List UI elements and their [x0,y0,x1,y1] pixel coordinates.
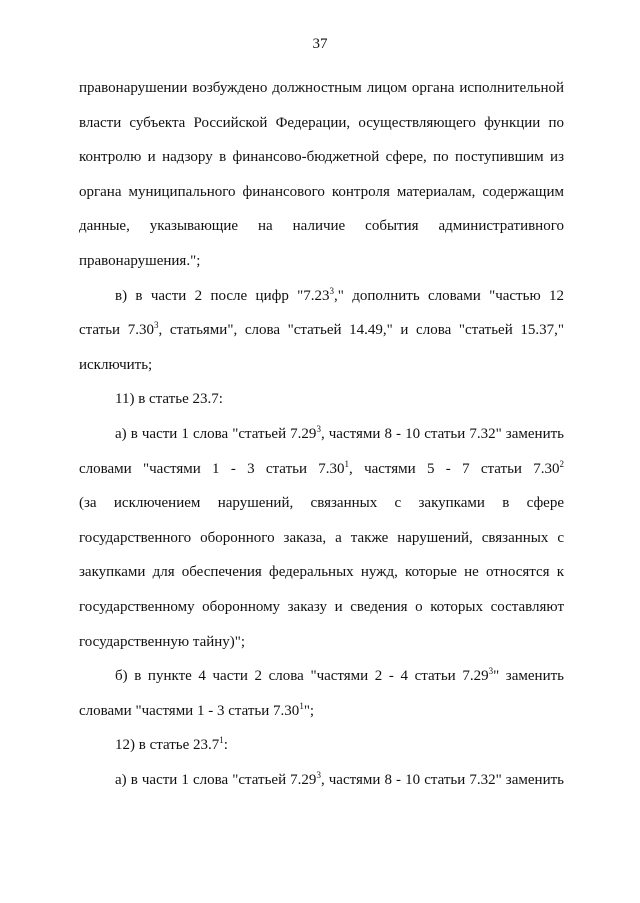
paragraph-start-line [79,763,564,798]
text-fragment: статьи 7.30 [79,322,154,339]
text-fragment: исключить; [79,356,153,373]
text-fragment: "; [303,702,315,719]
text-fragment: правонарушении возбуждено должностным лицом органа исполнительной [79,80,564,96]
superscript-index: 3 [488,666,494,677]
text-line [79,106,564,141]
text-line [79,209,564,244]
text-line [79,590,564,625]
text-fragment: государственному оборонному заказу и сведения о которых составляют [79,598,564,615]
document-body [79,71,564,797]
text-fragment: " заменить [493,668,564,685]
text-fragment: ," дополнить словами "частью 12 [334,287,565,304]
paragraph-start-line [79,417,564,452]
superscript-index: 1 [344,458,350,469]
text-line [79,71,564,106]
text-fragment: , частями 8 - 10 статьи 7.32" заменить [320,425,564,442]
text-fragment: государственного оборонного заказа, а также нарушений, связанных с [79,529,564,546]
paragraph-start-line [79,659,564,694]
text-fragment: , частями 5 - 7 статьи 7.30 [349,460,560,477]
text-fragment: контролю и надзору в финансово-бюджетной сфере, по поступившим из [79,149,564,166]
superscript-index: 1 [299,700,304,711]
superscript-index: 3 [316,423,321,434]
text-fragment: закупками для обеспечения федеральных нужд, которые не относятся к [79,564,564,581]
text-line [79,175,564,210]
text-line [79,486,564,521]
text-fragment: а) в части 1 слова "статьей 7.29 [115,771,317,788]
text-line [79,348,564,383]
text-fragment: 12) в статье 23.7 [115,737,220,754]
text-fragment: органа муниципального финансового контроля материалам, содержащим [79,183,564,200]
superscript-index: 1 [219,735,224,746]
superscript-index: 3 [153,320,159,331]
text-fragment: 11) в статье 23.7: [115,391,223,408]
text-fragment: : [223,737,228,754]
text-fragment: данные, указывающие на наличие события административного [79,218,564,235]
text-line [79,694,564,729]
text-fragment: , статьями", слова "статьей 14.49," и слова "статьей 15.37," [158,322,564,339]
text-line [79,555,564,590]
page-number: 37 [312,36,328,52]
text-line [79,313,564,348]
text-fragment: словами "частями 1 - 3 статьи 7.30 [79,460,345,477]
superscript-index: 2 [559,458,564,469]
superscript-index: 3 [316,769,321,780]
text-line [79,140,564,175]
text-fragment: государственную тайну)"; [79,633,246,650]
text-fragment: словами "частями 1 - 3 статьи 7.30 [79,702,300,719]
text-line [79,625,564,660]
text-fragment: правонарушения."; [79,252,201,269]
paragraph-start-line [79,279,564,314]
superscript-index: 3 [329,285,335,296]
text-line [79,521,564,556]
paragraph-start-line [79,382,564,417]
text-line [79,452,564,487]
text-fragment: власти субъекта Российской Федерации, осуществляющего функции по [79,114,564,131]
text-line [79,244,564,279]
text-fragment: , частями 8 - 10 статьи 7.32" заменить [320,771,564,788]
text-fragment: в) в части 2 после цифр "7.23 [115,287,330,304]
text-fragment: а) в части 1 слова "статьей 7.29 [115,425,317,442]
paragraph-start-line [79,728,564,763]
text-fragment: б) в пункте 4 части 2 слова "частями 2 - 4 статьи 7.29 [115,668,489,685]
text-fragment: (за исключением нарушений, связанных с закупками в сфере [79,495,564,512]
